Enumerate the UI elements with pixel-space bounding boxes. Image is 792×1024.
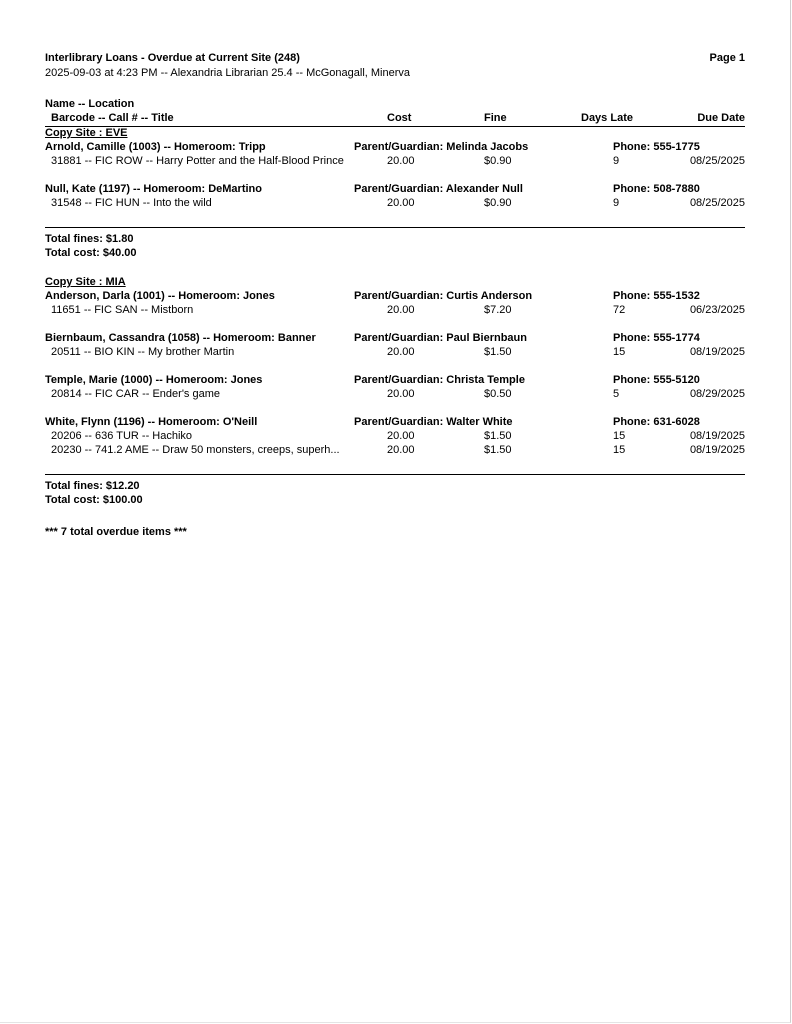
column-header-row: [45, 111, 745, 127]
item-cost: 20.00: [387, 388, 415, 400]
col-cost: Cost: [387, 112, 412, 124]
total-fines-text: Total fines: $1.80: [45, 233, 134, 245]
total-fines-text: Total fines: $12.20: [45, 480, 140, 492]
patron-block: [45, 415, 745, 457]
item-days-late: 15: [613, 444, 626, 456]
item-title: 31548 -- FIC HUN -- Into the wild: [51, 197, 212, 209]
col-due-date: Due Date: [697, 112, 745, 124]
item-fine: $1.50: [484, 346, 512, 358]
total-fines: [45, 232, 745, 246]
item-row: [45, 345, 745, 359]
patron-parent: Parent/Guardian: Christa Temple: [354, 374, 525, 386]
patron-block: [45, 373, 745, 401]
col-name-location: Name -- Location: [45, 98, 135, 110]
item-days-late: 15: [613, 346, 626, 358]
patron-parent: Parent/Guardian: Melinda Jacobs: [354, 141, 529, 153]
item-cost: 20.00: [387, 444, 415, 456]
site-totals: [45, 228, 745, 260]
site-label: Copy Site : MIA: [45, 276, 126, 288]
item-title: 20511 -- BIO KIN -- My brother Martin: [51, 346, 235, 358]
item-cost: 20.00: [387, 155, 415, 167]
patron-block: [45, 182, 745, 210]
patron-parent: Parent/Guardian: Alexander Null: [354, 183, 523, 195]
patron-name: Arnold, Camille (1003) -- Homeroom: Tripp: [45, 141, 266, 153]
item-days-late: 72: [613, 304, 626, 316]
column-header-name-location: [45, 97, 745, 111]
patron-name: Anderson, Darla (1001) -- Homeroom: Jones: [45, 290, 275, 302]
col-barcode-call-title: Barcode -- Call # -- Title: [51, 112, 174, 124]
item-row: [45, 429, 745, 443]
patron-phone: Phone: 631-6028: [613, 416, 700, 428]
col-fine: Fine: [484, 112, 507, 124]
item-fine: $7.20: [484, 304, 512, 316]
item-due-date: 08/25/2025: [689, 155, 745, 167]
item-days-late: 9: [613, 155, 620, 167]
patron-phone: Phone: 555-1774: [613, 332, 700, 344]
patron-row: [45, 331, 745, 345]
patron-phone: Phone: 555-1532: [613, 290, 700, 302]
item-days-late: 5: [613, 388, 620, 400]
patron-row: [45, 289, 745, 303]
total-cost-text: Total cost: $40.00: [45, 247, 137, 259]
total-cost: [45, 493, 745, 507]
patron-name: Temple, Marie (1000) -- Homeroom: Jones: [45, 374, 263, 386]
patron-block: [45, 140, 745, 168]
item-row: [45, 196, 745, 210]
item-cost: 20.00: [387, 304, 415, 316]
item-due-date: 06/23/2025: [689, 304, 745, 316]
patron-row: [45, 182, 745, 196]
patron-row: [45, 373, 745, 387]
item-due-date: 08/25/2025: [689, 197, 745, 209]
overdue-summary: *** 7 total overdue items ***: [45, 526, 187, 538]
item-title: 11651 -- FIC SAN -- Mistborn: [51, 304, 194, 316]
report-subtitle: 2025-09-03 at 4:23 PM -- Alexandria Librarian 25.4 -- McGonagall, Minerva: [45, 67, 411, 79]
item-title: 31881 -- FIC ROW -- Harry Potter and the Half-Blood Prince: [51, 155, 344, 167]
item-fine: $0.50: [484, 388, 512, 400]
patron-parent: Parent/Guardian: Walter White: [354, 416, 513, 428]
item-row: [45, 154, 745, 168]
item-days-late: 15: [613, 430, 626, 442]
item-cost: 20.00: [387, 430, 415, 442]
item-cost: 20.00: [387, 197, 415, 209]
item-due-date: 08/19/2025: [689, 444, 745, 456]
total-cost: [45, 246, 745, 260]
item-title: 20230 -- 741.2 AME -- Draw 50 monsters, creeps, superh...: [51, 444, 340, 456]
report-title: Interlibrary Loans - Overdue at Current Site (248): [45, 52, 300, 64]
patron-row: [45, 415, 745, 429]
page-number: Page 1: [709, 52, 745, 64]
item-fine: $1.50: [484, 430, 512, 442]
site-section: [45, 127, 745, 260]
patron-parent: Parent/Guardian: Curtis Anderson: [354, 290, 533, 302]
site-totals: [45, 475, 745, 507]
item-fine: $0.90: [484, 155, 512, 167]
patron-phone: Phone: 508-7880: [613, 183, 700, 195]
item-days-late: 9: [613, 197, 620, 209]
item-row: [45, 303, 745, 317]
patron-block: [45, 331, 745, 359]
item-fine: $0.90: [484, 197, 512, 209]
item-title: 20206 -- 636 TUR -- Hachiko: [51, 430, 193, 442]
item-row: [45, 443, 745, 457]
patron-row: [45, 140, 745, 154]
patron-block: [45, 289, 745, 317]
patron-name: White, Flynn (1196) -- Homeroom: O'Neill: [45, 416, 258, 428]
report: [45, 52, 745, 539]
total-fines: [45, 479, 745, 493]
patron-name: Null, Kate (1197) -- Homeroom: DeMartino: [45, 183, 262, 195]
report-header: [45, 52, 745, 67]
patron-parent: Parent/Guardian: Paul Biernbaun: [354, 332, 527, 344]
col-days-late: Days Late: [581, 112, 633, 124]
item-cost: 20.00: [387, 346, 415, 358]
patron-phone: Phone: 555-5120: [613, 374, 700, 386]
item-fine: $1.50: [484, 444, 512, 456]
site-label: Copy Site : EVE: [45, 127, 128, 139]
item-row: [45, 387, 745, 401]
patron-name: Biernbaum, Cassandra (1058) -- Homeroom: Banner: [45, 332, 316, 344]
site-section: [45, 276, 745, 507]
item-due-date: 08/19/2025: [689, 346, 745, 358]
item-title: 20814 -- FIC CAR -- Ender's game: [51, 388, 220, 400]
item-due-date: 08/29/2025: [689, 388, 745, 400]
item-due-date: 08/19/2025: [689, 430, 745, 442]
total-cost-text: Total cost: $100.00: [45, 494, 143, 506]
patron-phone: Phone: 555-1775: [613, 141, 700, 153]
